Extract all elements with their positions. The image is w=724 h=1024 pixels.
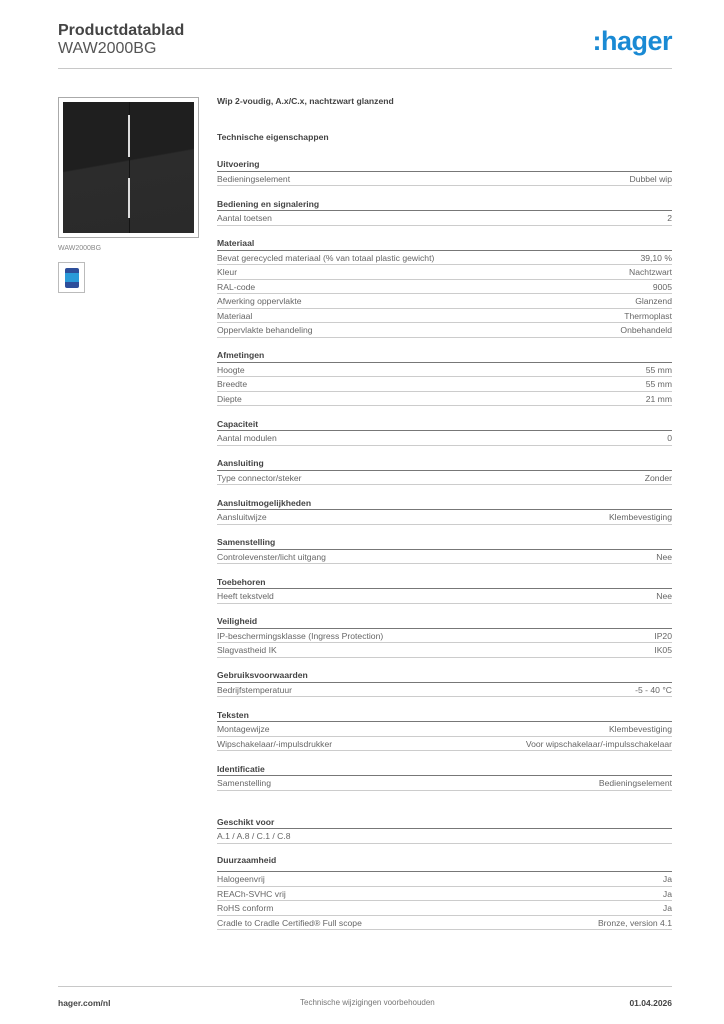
spec-row <box>217 643 672 658</box>
spec-row <box>217 737 672 752</box>
cradle-to-cradle-certified-icon <box>58 262 85 293</box>
spec-label: Samenstelling <box>217 778 271 788</box>
spec-label: Kleur <box>217 267 238 277</box>
doc-title: Productdatablad <box>58 22 185 39</box>
spec-label: Montagewijze <box>217 724 270 734</box>
footer-date: 01.04.2026 <box>629 998 672 1008</box>
footer-divider <box>58 986 672 987</box>
spec-label: Breedte <box>217 379 248 389</box>
spec-value: Glanzend <box>635 296 672 306</box>
spec-row <box>217 251 672 266</box>
spec-value: 2 <box>667 213 672 223</box>
spec-label: Wipschakelaar/-impulsdrukker <box>217 738 333 749</box>
section-heading: Aansluiting <box>217 456 672 471</box>
spec-section <box>217 614 672 658</box>
section-heading: Teksten <box>217 708 672 723</box>
spec-label: A.1 / A.8 / C.1 / C.8 <box>217 831 291 841</box>
section-heading: Toebehoren <box>217 575 672 590</box>
spec-label: Heeft tekstveld <box>217 591 274 601</box>
spec-row <box>217 363 672 378</box>
section-heading: Veiligheid <box>217 614 672 629</box>
spec-value: Onbehandeld <box>620 325 672 335</box>
product-image <box>58 97 199 238</box>
spec-section <box>217 456 672 485</box>
spec-row <box>217 829 672 844</box>
spec-row <box>217 211 672 226</box>
spec-row <box>217 589 672 604</box>
spec-label: Type connector/steker <box>217 472 302 483</box>
spec-label: RoHS conform <box>217 903 274 913</box>
spec-row <box>217 629 672 644</box>
spec-label: Slagvastheid IK <box>217 645 277 655</box>
spec-value: Ja <box>662 903 672 913</box>
spec-value: Thermoplast <box>624 310 672 321</box>
hager-logo: :hager <box>592 26 672 56</box>
spec-value: Bronze, version 4.1 <box>597 917 672 928</box>
spec-row <box>217 776 672 791</box>
spec-section <box>217 575 672 604</box>
section-heading: Gebruiksvoorwaarden <box>217 668 672 683</box>
spec-label: Bevat gerecycled materiaal (% van totaal plastic gewicht) <box>217 252 435 263</box>
spec-section <box>217 668 672 697</box>
section-heading: Afmetingen <box>217 348 672 363</box>
product-title: Wip 2-voudig, A.x/C.x, nachtzwart glanzend <box>217 96 394 106</box>
spec-value: Bedieningselement <box>598 778 672 788</box>
spec-value: Ja <box>662 888 672 899</box>
spec-label: Bedrijfstemperatuur <box>217 684 292 695</box>
spec-label: IP-beschermingsklasse (Ingress Protection) <box>217 630 384 641</box>
spec-label: Hoogte <box>217 364 245 375</box>
spec-section <box>217 762 672 791</box>
spec-row <box>217 872 672 887</box>
section-heading: Aansluitmogelijkheden <box>217 496 672 511</box>
spec-label: Oppervlakte behandeling <box>217 325 313 335</box>
spec-row <box>217 172 672 187</box>
spec-row <box>217 323 672 338</box>
spec-section <box>217 417 672 446</box>
spec-value: Voor wipschakelaar/-impulsschakelaar <box>525 738 672 749</box>
spec-value: 21 mm <box>645 393 672 404</box>
spec-value: Nachtzwart <box>629 267 672 277</box>
spec-label: Afwerking oppervlakte <box>217 296 302 306</box>
spec-row <box>217 550 672 565</box>
spec-label: Materiaal <box>217 310 253 321</box>
spec-label: Cradle to Cradle Certified® Full scope <box>217 917 362 928</box>
spec-value: -5 - 40 °C <box>635 684 672 695</box>
spec-section <box>217 197 672 226</box>
spec-value: Nee <box>656 591 672 601</box>
spec-label: Bedieningselement <box>217 173 291 184</box>
spec-value: Ja <box>662 874 672 884</box>
spec-label: REACh-SVHC vrij <box>217 888 286 899</box>
section-heading: Identificatie <box>217 762 672 777</box>
spec-row <box>217 294 672 309</box>
spec-label: Controlevenster/licht uitgang <box>217 551 326 562</box>
spec-row <box>217 722 672 737</box>
image-caption: WAW2000BG <box>58 245 102 252</box>
spec-row <box>217 265 672 280</box>
spec-label: Diepte <box>217 393 242 404</box>
spec-value: IK05 <box>654 645 672 655</box>
spec-value: 55 mm <box>645 364 672 375</box>
spec-row <box>217 431 672 446</box>
section-heading: Samenstelling <box>217 535 672 550</box>
spec-value: Dubbel wip <box>629 173 672 184</box>
spec-value: 0 <box>667 433 672 443</box>
section-heading: Geschikt voor <box>217 815 672 830</box>
spec-label: Aantal toetsen <box>217 213 272 223</box>
section-heading: Materiaal <box>217 236 672 251</box>
spec-row <box>217 392 672 407</box>
spec-value: Zonder <box>644 472 672 483</box>
spec-row <box>217 309 672 324</box>
spec-section <box>217 815 672 844</box>
spec-label: Aantal modulen <box>217 433 277 443</box>
product-code: WAW2000BG <box>58 40 157 57</box>
spec-row <box>217 916 672 931</box>
header-divider <box>58 68 672 69</box>
spec-label: RAL-code <box>217 281 256 292</box>
section-heading: Duurzaamheid <box>217 854 672 872</box>
spec-label: Halogeenvrij <box>217 874 265 884</box>
footer-website-link[interactable]: hager.com/nl <box>58 998 111 1008</box>
spec-value: Klembevestiging <box>608 512 672 522</box>
section-heading: Bediening en signalering <box>217 197 672 212</box>
spec-section <box>217 854 672 930</box>
section-heading: Uitvoering <box>217 157 672 172</box>
spec-row <box>217 683 672 698</box>
spec-row <box>217 471 672 486</box>
spec-section <box>217 157 672 186</box>
spec-value: Klembevestiging <box>608 724 672 734</box>
spec-row <box>217 510 672 525</box>
spec-value: 55 mm <box>645 379 672 389</box>
spec-section <box>217 535 672 564</box>
spec-section <box>217 496 672 525</box>
spec-value: 39,10 % <box>640 252 672 263</box>
spec-row <box>217 377 672 392</box>
spec-row <box>217 901 672 916</box>
spec-row <box>217 887 672 902</box>
spec-section <box>217 236 672 338</box>
spec-section <box>217 348 672 406</box>
spec-value: 9005 <box>652 281 672 292</box>
section-heading: Capaciteit <box>217 417 672 432</box>
tech-heading: Technische eigenschappen <box>217 132 329 142</box>
spec-row <box>217 280 672 295</box>
spec-value: IP20 <box>654 630 672 641</box>
footer-disclaimer: Technische wijzigingen voorbehouden <box>300 998 435 1007</box>
spec-section <box>217 708 672 752</box>
spec-label: Aansluitwijze <box>217 512 267 522</box>
spec-content <box>217 96 672 930</box>
spec-value: Nee <box>656 551 672 562</box>
